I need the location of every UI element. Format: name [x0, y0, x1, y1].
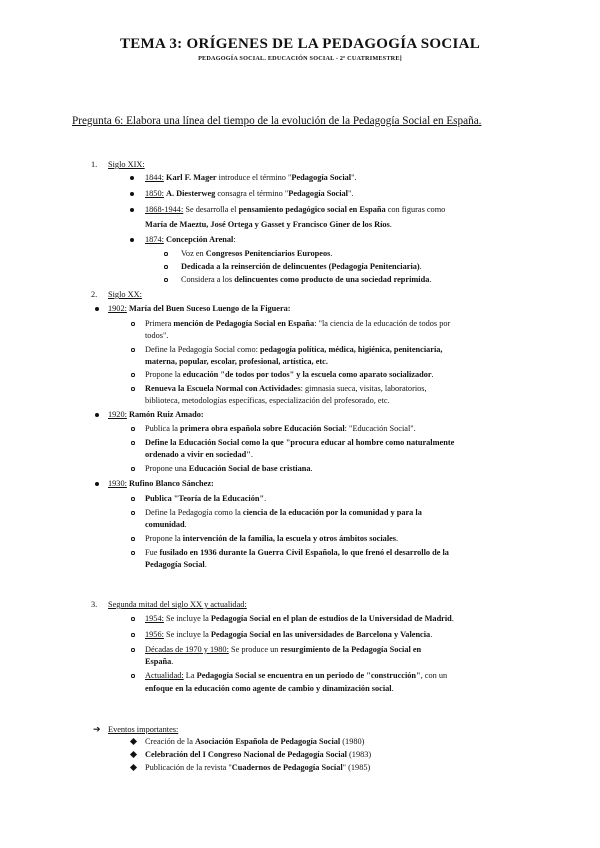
sub-bullet-icon: [131, 441, 135, 445]
list-item: 1868-1944: Se desarrolla el pensamiento pedagógico social en España con figuras como: [145, 205, 446, 214]
sub-list-item: Actualidad: La Pedagogía Social se encuentra en un periodo de "construcción", con un: [145, 671, 448, 680]
sub-list-item: Publica "Teoría de la Educación".: [145, 494, 267, 503]
bullet-icon: [130, 192, 134, 196]
list-number: 2.: [91, 290, 98, 299]
arrow-right-icon: ➔: [93, 724, 101, 734]
sub-list-item: Fue fusilado en 1936 durante la Guerra Civil Española, lo que frenó el desarrollo de la: [145, 548, 449, 557]
sub-bullet-icon: [131, 537, 135, 541]
bullet-icon: [95, 482, 99, 486]
sub-list-item: 1956: Se incluye la Pedagogía Social en las universidades de Barcelona y Valencia.: [145, 630, 433, 639]
sub-list-item: Voz en Congresos Penitenciarios Europeos.: [181, 249, 333, 258]
sub-bullet-icon: [131, 674, 135, 678]
sub-list-item: Define la Educación Social como la que "procura educar al hombre como naturalmente: [145, 438, 455, 447]
diamond-bullet-icon: [130, 751, 137, 758]
sub-bullet-icon: [131, 427, 135, 431]
sub-bullet-icon: [164, 252, 168, 256]
sub-list-item: Propone la intervención de la familia, la escuela y otros ámbitos sociales.: [145, 534, 399, 543]
sub-list-item-continuation: comunidad.: [145, 520, 187, 529]
bullet-icon: [95, 307, 99, 311]
sub-list-item-continuation: enfoque en la educación como agente de cambio y dinamización social.: [145, 684, 394, 693]
sub-bullet-icon: [164, 278, 168, 282]
sub-list-item: Propone la educación "de todos por todos" y la escuela como aparato socializador.: [145, 370, 434, 379]
sub-list-item-continuation: biblioteca, metodologías específicas, especialización del profesorado, etc.: [145, 396, 390, 405]
sub-bullet-icon: [131, 467, 135, 471]
list-item: 1920: Ramón Ruiz Amado:: [108, 410, 204, 419]
list-item: 1844: Karl F. Mager introduce el término "Pedagogía Social".: [145, 173, 357, 182]
sub-bullet-icon: [164, 265, 168, 269]
sub-list-item: Publica la primera obra española sobre Educación Social: "Educación Social".: [145, 424, 416, 433]
sub-bullet-icon: [131, 648, 135, 652]
sub-list-item: 1954: Se incluye la Pedagogía Social en el plan de estudios de la Universidad de Madrid.: [145, 614, 454, 623]
list-number: 3.: [91, 600, 98, 609]
sub-list-item-continuation: todos".: [145, 331, 169, 340]
question-heading: Pregunta 6: Elabora una línea del tiempo de la evolución de la Pedagogía Social en España.: [72, 115, 482, 127]
sub-bullet-icon: [131, 511, 135, 515]
sub-list-item: Define la Pedagogía Social como: pedagogía política, médica, higiénica, penitenciaria,: [145, 345, 443, 354]
event-item: Creación de la Asociación Española de Pedagogía Social (1980): [145, 737, 365, 746]
diamond-bullet-icon: [130, 764, 137, 771]
sub-bullet-icon: [131, 497, 135, 501]
section-heading-siglo-xx: Siglo XX:: [108, 290, 142, 299]
diamond-bullet-icon: [130, 738, 137, 745]
sub-list-item: Renueva la Escuela Normal con Actividades: gimnasia sueca, visitas, laboratorios,: [145, 384, 427, 393]
sub-list-item: Dedicada a la reinserción de delincuentes (Pedagogía Penitenciaria).: [181, 262, 422, 271]
bullet-icon: [130, 208, 134, 212]
list-item: 1850: A. Diesterweg consagra el término "Pedagogía Social".: [145, 189, 354, 198]
list-number: 1.: [91, 160, 98, 169]
list-item-continuation: María de Maeztu, José Ortega y Gasset y Francisco Giner de los Ríos.: [145, 220, 392, 229]
sub-bullet-icon: [131, 551, 135, 555]
sub-list-item: Define la Pedagogía como la ciencia de la educación por la comunidad y para la: [145, 508, 422, 517]
sub-bullet-icon: [131, 633, 135, 637]
sub-bullet-icon: [131, 617, 135, 621]
sub-bullet-icon: [131, 322, 135, 326]
bullet-icon: [95, 413, 99, 417]
list-item: 1930: Rufino Blanco Sánchez:: [108, 479, 214, 488]
section-heading-siglo-xix: Siglo XIX:: [108, 160, 145, 169]
list-item: 1902: María del Buen Suceso Luengo de la Figuera:: [108, 304, 291, 313]
sub-bullet-icon: [131, 387, 135, 391]
sub-bullet-icon: [131, 373, 135, 377]
event-item: Publicación de la revista "Cuadernos de Pedagogía Social" (1985): [145, 763, 371, 772]
sub-list-item-continuation: ordenado a vivir en sociedad".: [145, 450, 253, 459]
sub-list-item: Décadas de 1970 y 1980: Se produce un resurgimiento de la Pedagogía Social en: [145, 645, 422, 654]
sub-list-item-continuation: materna, popular, escolar, profesional, artística, etc.: [145, 357, 328, 366]
sub-list-item: Propone una Educación Social de base cristiana.: [145, 464, 313, 473]
event-item: Celebración del I Congreso Nacional de Pedagogía Social (1983): [145, 750, 372, 759]
page-subtitle: PEDAGOGÍA SOCIAL. EDUCACIÓN SOCIAL - 2º CUATRIMESTRE]: [198, 55, 402, 62]
sub-list-item-continuation: España.: [145, 657, 174, 666]
bullet-icon: [130, 176, 134, 180]
sub-list-item: Primera mención de Pedagogía Social en España: "la ciencia de la educación de todos por: [145, 319, 451, 328]
events-heading: Eventos importantes:: [108, 725, 179, 734]
sub-bullet-icon: [131, 348, 135, 352]
list-item: 1874: Concepción Arenal:: [145, 235, 236, 244]
bullet-icon: [130, 238, 134, 242]
sub-list-item-continuation: Pedagogía Social.: [145, 560, 207, 569]
sub-list-item: Considera a los delincuentes como producto de una sociedad reprimida.: [181, 275, 432, 284]
page-title: TEMA 3: ORÍGENES DE LA PEDAGOGÍA SOCIAL: [119, 36, 481, 52]
section-heading-segunda-mitad: Segunda mitad del siglo XX y actualidad:: [108, 600, 247, 609]
